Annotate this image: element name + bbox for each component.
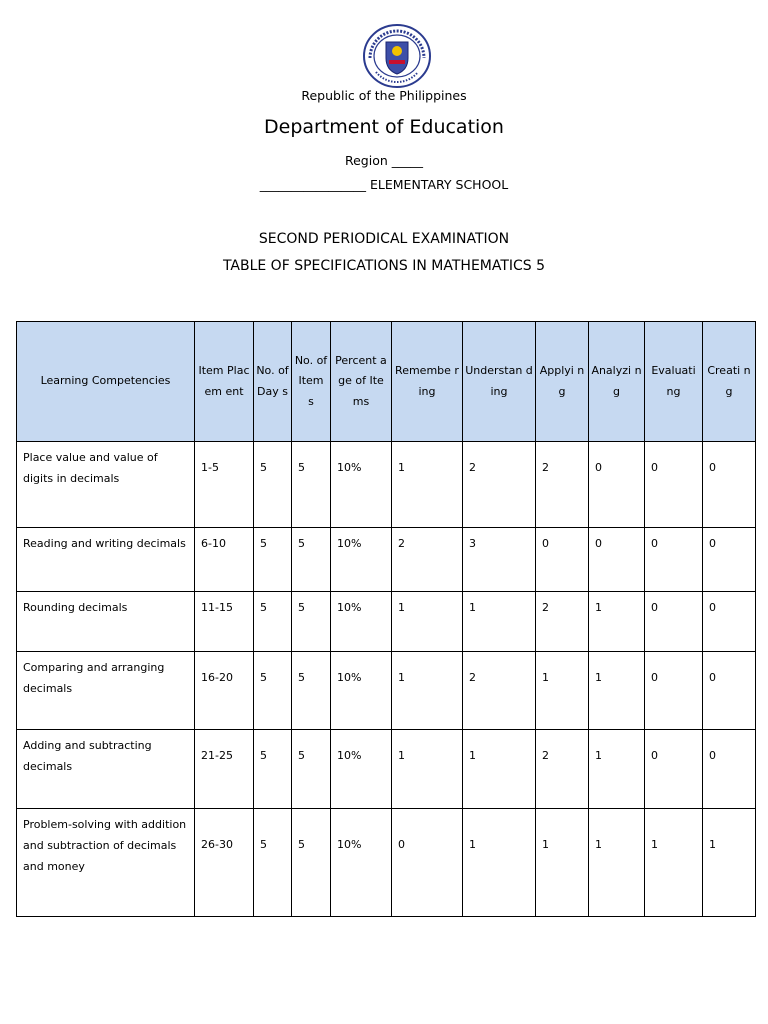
applying-cell: 2	[536, 592, 589, 652]
tos-title: TABLE OF SPECIFICATIONS IN MATHEMATICS 5	[222, 258, 546, 274]
creating-cell: 0	[703, 652, 756, 730]
evaluating-cell: 0	[645, 652, 703, 730]
placement-cell: 6-10	[195, 528, 254, 592]
creating-cell: 0	[703, 730, 756, 809]
column-header: Percent age of Items	[331, 322, 392, 442]
items-cell: 5	[292, 592, 331, 652]
applying-cell: 2	[536, 730, 589, 809]
understanding-cell: 1	[463, 809, 536, 917]
days-cell: 5	[254, 652, 292, 730]
column-header: Understan ding	[463, 322, 536, 442]
creating-cell: 1	[703, 809, 756, 917]
deped-seal	[362, 24, 432, 88]
placement-cell: 1-5	[195, 442, 254, 528]
analyzing-cell: 1	[589, 652, 645, 730]
analyzing-cell: 0	[589, 442, 645, 528]
applying-cell: 1	[536, 809, 589, 917]
understanding-cell: 1	[463, 730, 536, 809]
competency-cell: Comparing and arranging decimals	[17, 652, 195, 730]
school-line: _________________ ELEMENTARY SCHOOL	[259, 177, 509, 192]
competency-cell: Rounding decimals	[17, 592, 195, 652]
understanding-cell: 2	[463, 442, 536, 528]
items-cell: 5	[292, 528, 331, 592]
competency-cell: Adding and subtracting decimals	[17, 730, 195, 809]
applying-cell: 2	[536, 442, 589, 528]
evaluating-cell: 0	[645, 730, 703, 809]
percent-cell: 10%	[331, 592, 392, 652]
placement-cell: 21-25	[195, 730, 254, 809]
creating-cell: 0	[703, 442, 756, 528]
analyzing-cell: 0	[589, 528, 645, 592]
percent-cell: 10%	[331, 528, 392, 592]
column-header: Item Placem ent	[195, 322, 254, 442]
column-header: No. of Item s	[292, 322, 331, 442]
evaluating-cell: 0	[645, 442, 703, 528]
remembering-cell: 2	[392, 528, 463, 592]
percent-cell: 10%	[331, 442, 392, 528]
column-header: Creati ng	[703, 322, 756, 442]
exam-title: SECOND PERIODICAL EXAMINATION	[258, 231, 510, 247]
understanding-cell: 3	[463, 528, 536, 592]
days-cell: 5	[254, 592, 292, 652]
days-cell: 5	[254, 809, 292, 917]
placement-cell: 16-20	[195, 652, 254, 730]
items-cell: 5	[292, 442, 331, 528]
placement-cell: 11-15	[195, 592, 254, 652]
column-header: No. of Day s	[254, 322, 292, 442]
table-row	[17, 809, 756, 917]
days-cell: 5	[254, 442, 292, 528]
days-cell: 5	[254, 528, 292, 592]
column-header: Learning Competencies	[17, 322, 195, 442]
remembering-cell: 1	[392, 652, 463, 730]
applying-cell: 1	[536, 652, 589, 730]
table-row	[17, 730, 756, 809]
analyzing-cell: 1	[589, 730, 645, 809]
republic-label: Republic of the Philippines	[301, 88, 467, 103]
competency-cell: Reading and writing decimals	[17, 528, 195, 592]
region-line: Region _____	[344, 153, 423, 168]
applying-cell: 0	[536, 528, 589, 592]
column-header: Evaluati ng	[645, 322, 703, 442]
analyzing-cell: 1	[589, 592, 645, 652]
creating-cell: 0	[703, 592, 756, 652]
column-header: Applyi ng	[536, 322, 589, 442]
remembering-cell: 1	[392, 442, 463, 528]
creating-cell: 0	[703, 528, 756, 592]
evaluating-cell: 1	[645, 809, 703, 917]
items-cell: 5	[292, 652, 331, 730]
department-title: Department of Education	[264, 116, 504, 138]
competency-cell: Problem-solving with addition and subtraction of decimals and money	[17, 809, 195, 917]
remembering-cell: 1	[392, 730, 463, 809]
items-cell: 5	[292, 809, 331, 917]
column-header: Remembe ring	[392, 322, 463, 442]
evaluating-cell: 0	[645, 528, 703, 592]
table-row	[17, 652, 756, 730]
understanding-cell: 1	[463, 592, 536, 652]
remembering-cell: 0	[392, 809, 463, 917]
percent-cell: 10%	[331, 809, 392, 917]
table-row	[17, 592, 756, 652]
analyzing-cell: 1	[589, 809, 645, 917]
competency-cell: Place value and value of digits in decimals	[17, 442, 195, 528]
specifications-table	[16, 321, 756, 917]
percent-cell: 10%	[331, 652, 392, 730]
column-header: Analyzi ng	[589, 322, 645, 442]
items-cell: 5	[292, 730, 331, 809]
days-cell: 5	[254, 730, 292, 809]
table-row	[17, 528, 756, 592]
placement-cell: 26-30	[195, 809, 254, 917]
table-header-row	[17, 322, 756, 442]
understanding-cell: 2	[463, 652, 536, 730]
table-row	[17, 442, 756, 528]
remembering-cell: 1	[392, 592, 463, 652]
evaluating-cell: 0	[645, 592, 703, 652]
percent-cell: 10%	[331, 730, 392, 809]
